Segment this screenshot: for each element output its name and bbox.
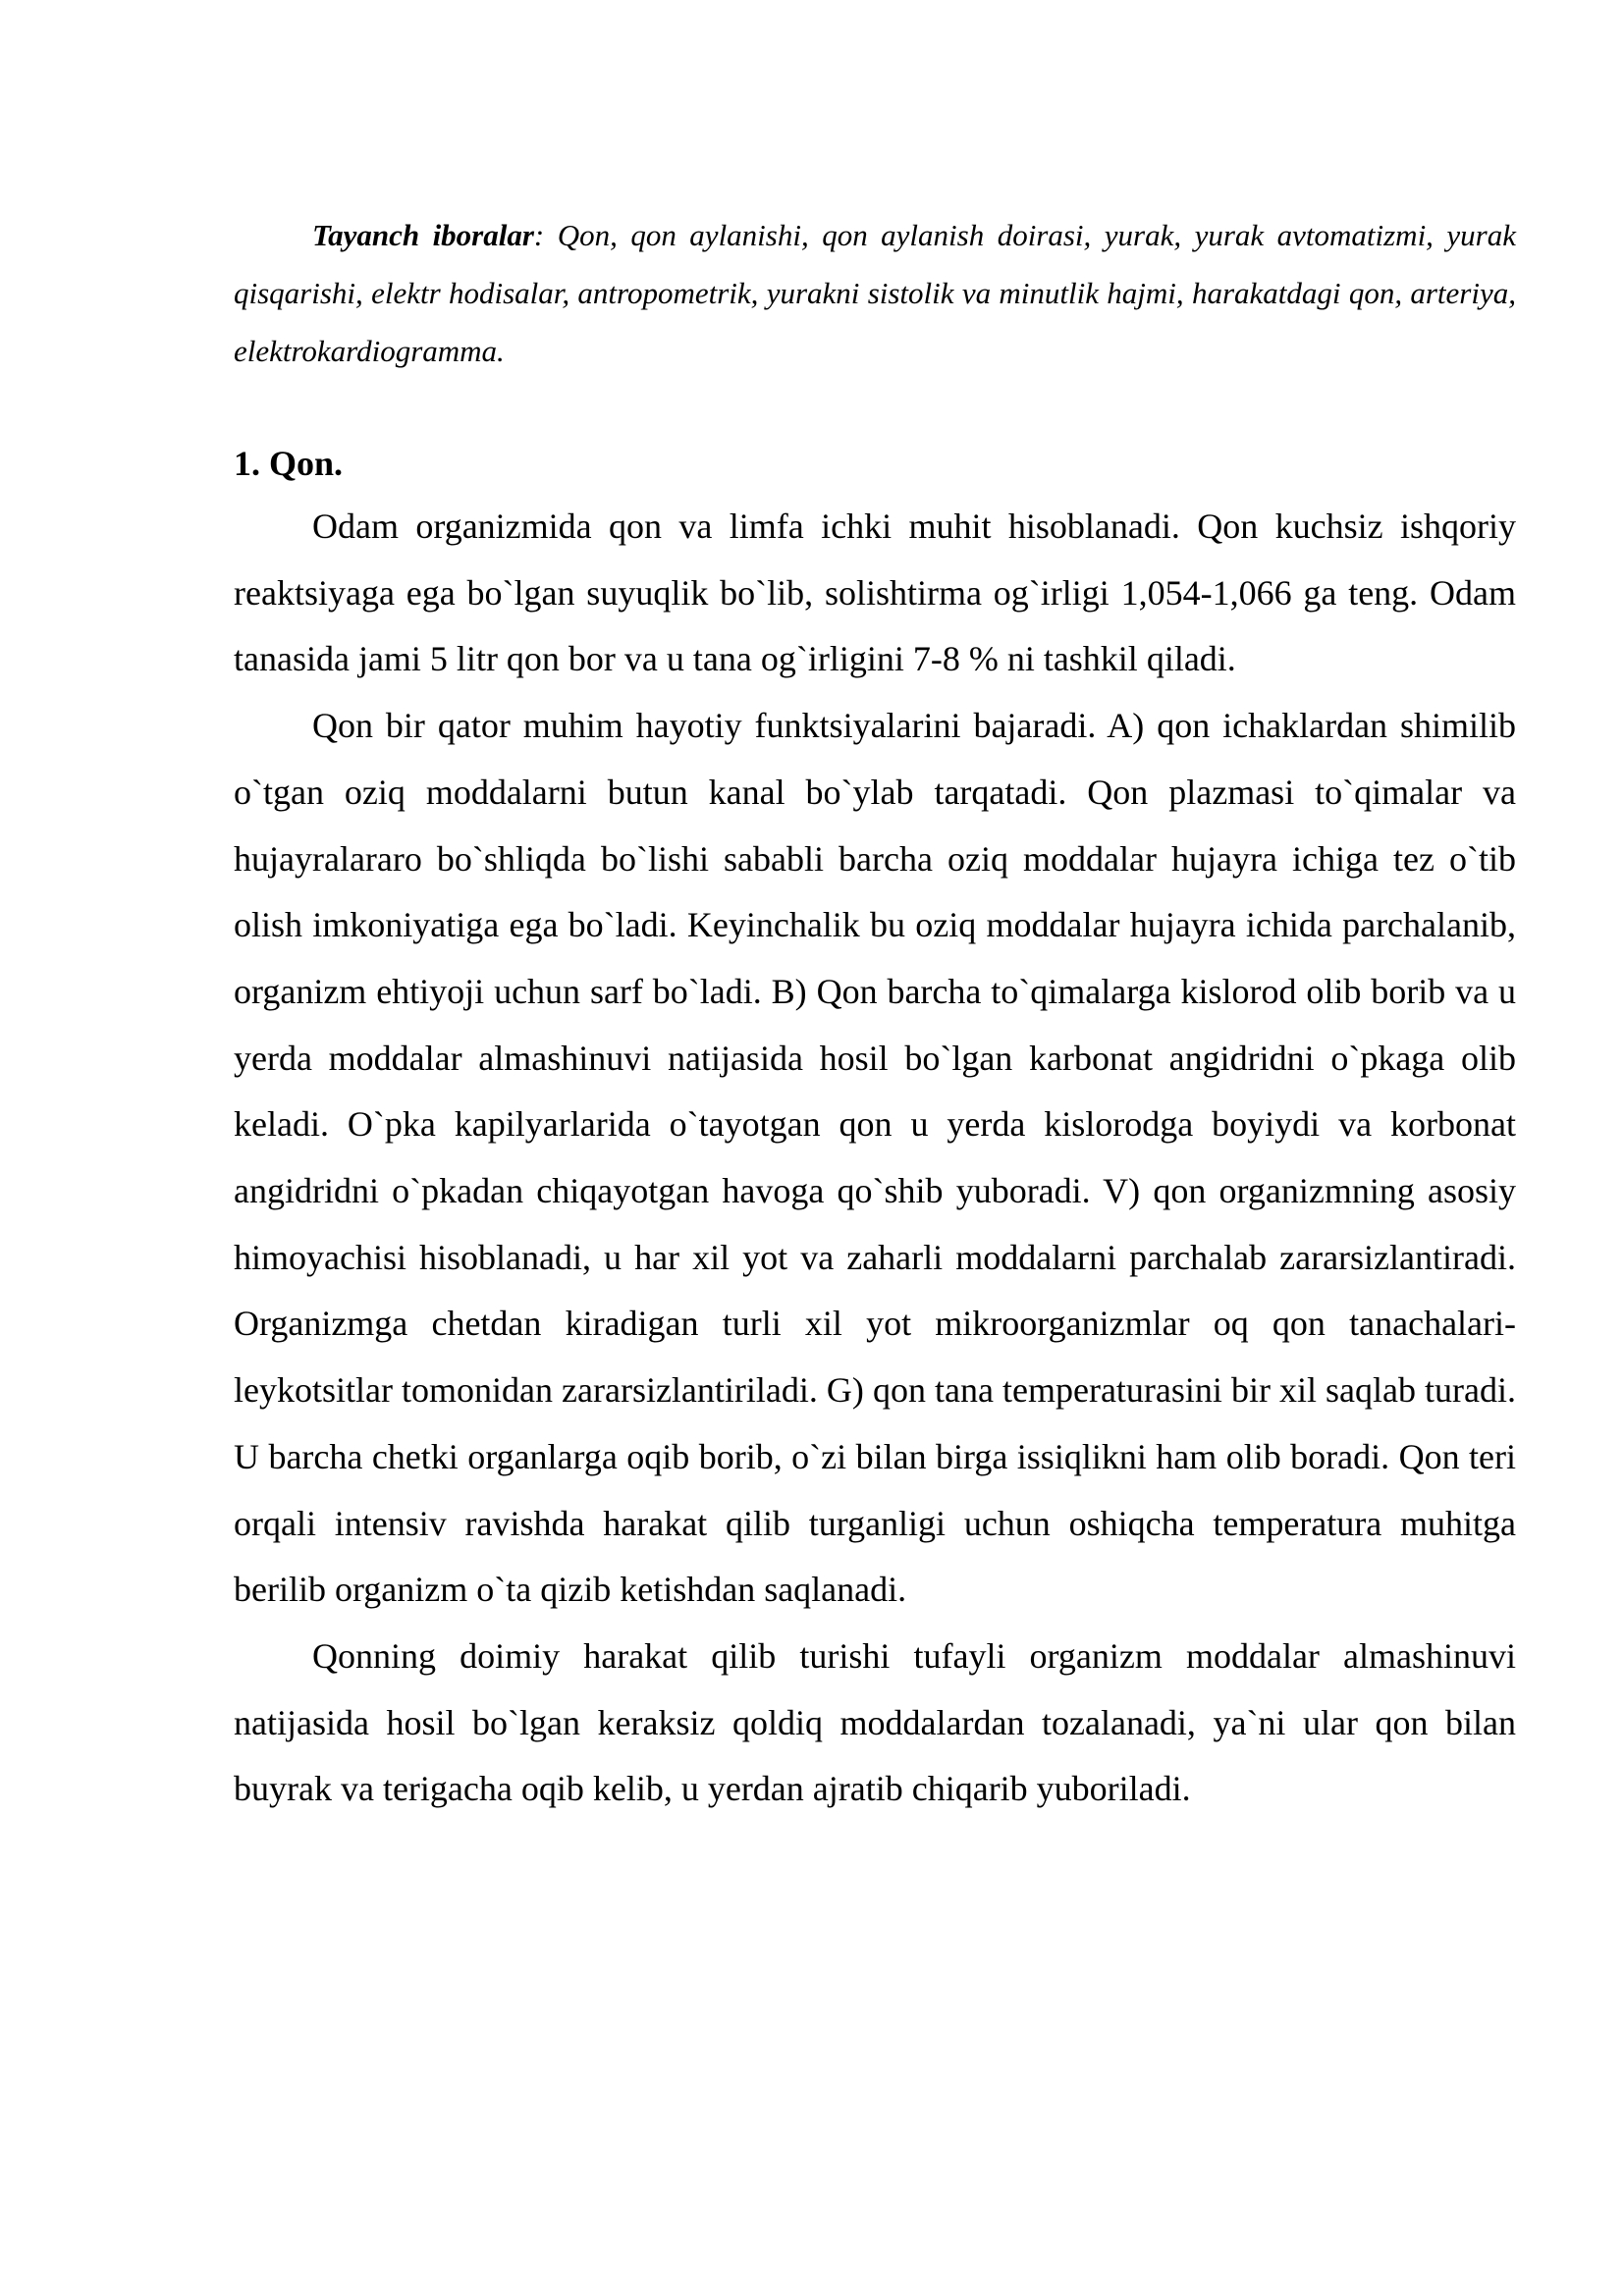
- keywords-separator: :: [533, 218, 545, 252]
- paragraph-2: Qon bir qator muhim hayotiy funktsiyalarini bajaradi. A) qon ichaklardan shimilib o`tgan oziq moddalarni butun kanal bo`ylab tarqatadi. Qon plazmasi to`qimalar va hujayralararo bo`shliqda bo`lishi sababli barcha oziq moddalar hujayra ichiga tez o`tib olish imkoniyatiga ega bo`ladi. Keyinchalik bu oziq moddalar hujayra ichida parchalanib, organizm ehtiyoji uchun sarf bo`ladi. B) Qon barcha to`qimalarga kislorod olib borib va u yerda moddalar almashinuvi natijasida hosil bo`lgan karbonat angidridni o`pkaga olib keladi. O`pka kapilyarlarida o`tayotgan qon u yerda kislorodga boyiydi va korbonat angidridni o`pkadan chiqayotgan havoga qo`shib yuboradi. V) qon organizmning asosiy himoyachisi hisoblanadi, u har xil yot va zaharli moddalarni parchalab zararsizlantiradi. Organizmga chetdan kiradigan turli xil yot mikroorganizmlar oq qon tanachalari-leykotsitlar tomonidan zararsizlantiriladi. G) qon tana temperaturasini bir xil saqlab turadi. U barcha chetki organlarga oqib borib, o`zi bilan birga issiqlikni ham olib boradi. Qon teri orqali intensiv ravishda harakat qilib turganligi uchun oshiqcha temperatura muhitga berilib organizm o`ta qizib ketishdan saqlanadi.: [234, 706, 1516, 1610]
- document-page: [234, 0, 1516, 2296]
- paragraph-1: Odam organizmida qon va limfa ichki muhit hisoblanadi. Qon kuchsiz ishqoriy reaktsiyaga ega bo`lgan suyuqlik bo`lib, solishtirma og`irligi 1,054-1,066 ga teng. Odam tanasida jami 5 litr qon bor va u tana og`irligini 7-8 % ni tashkil qiladi.: [234, 507, 1516, 679]
- keywords-paragraph: [234, 206, 1516, 380]
- section-body: [234, 494, 1516, 1823]
- section-heading: 1. Qon.: [234, 444, 344, 483]
- keywords-text: Qon, qon aylanishi, qon aylanish doirasi, yurak, yurak avtomatizmi, yurak qisqarishi, elektr hodisalar, antropometrik, yurakni sistolik va minutlik hajmi, harakatdagi qon, arteriya, elektrokardiogramma.: [234, 218, 1516, 368]
- paragraph-3: Qonning doimiy harakat qilib turishi tufayli organizm moddalar almashinuvi natijasida hosil bo`lgan keraksiz qoldiq moddalardan tozalanadi, ya`ni ular qon bilan buyrak va terigacha oqib kelib, u yerdan ajratib chiqarib yuboriladi.: [234, 1635, 1516, 1809]
- keywords-label: Tayanch iboralar: [312, 218, 534, 252]
